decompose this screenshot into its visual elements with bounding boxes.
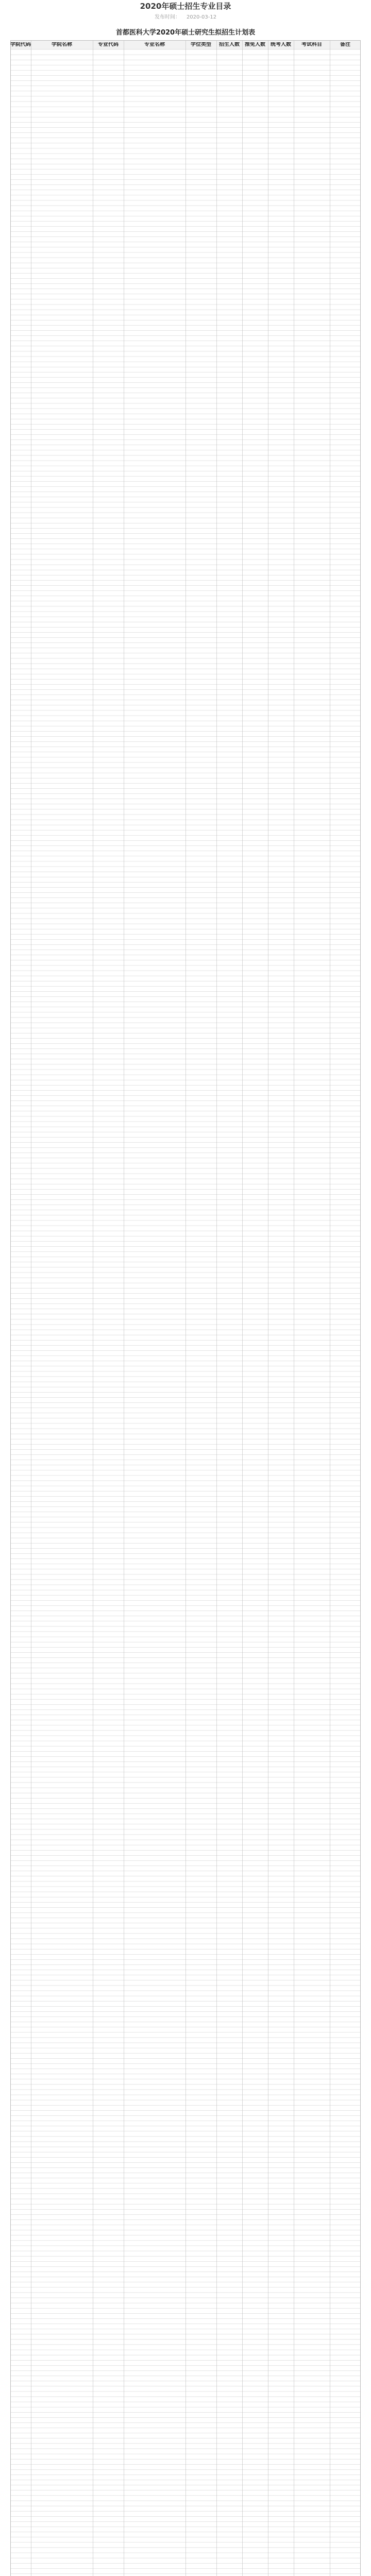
meta-label: 发布时间： [154,14,180,20]
document-title: 2020年硕士招生专业目录 [140,2,231,11]
table-heading: 首都医科大学2020年硕士研究生拟招生计划表 [115,29,256,37]
header-cell-7: 统考人数 [271,42,291,47]
header-cell-9: 备注 [340,42,350,47]
header-cell-8: 考试科目 [301,42,322,47]
header-cell-6: 推免人数 [245,42,265,47]
header-cell-4: 学位类型 [191,42,211,47]
header-cell-3: 专业名称 [144,42,165,47]
header-cell-1: 学院名称 [52,42,72,47]
table-overlay [10,40,361,2576]
header-cell-2: 专业代码 [98,42,119,47]
meta-date: 2020-03-12 [186,14,217,20]
header-cell-5: 招生人数 [219,42,240,47]
header-cell-0: 学院代码 [10,42,31,47]
enrollment-table [10,40,361,2576]
document-meta [0,14,371,21]
